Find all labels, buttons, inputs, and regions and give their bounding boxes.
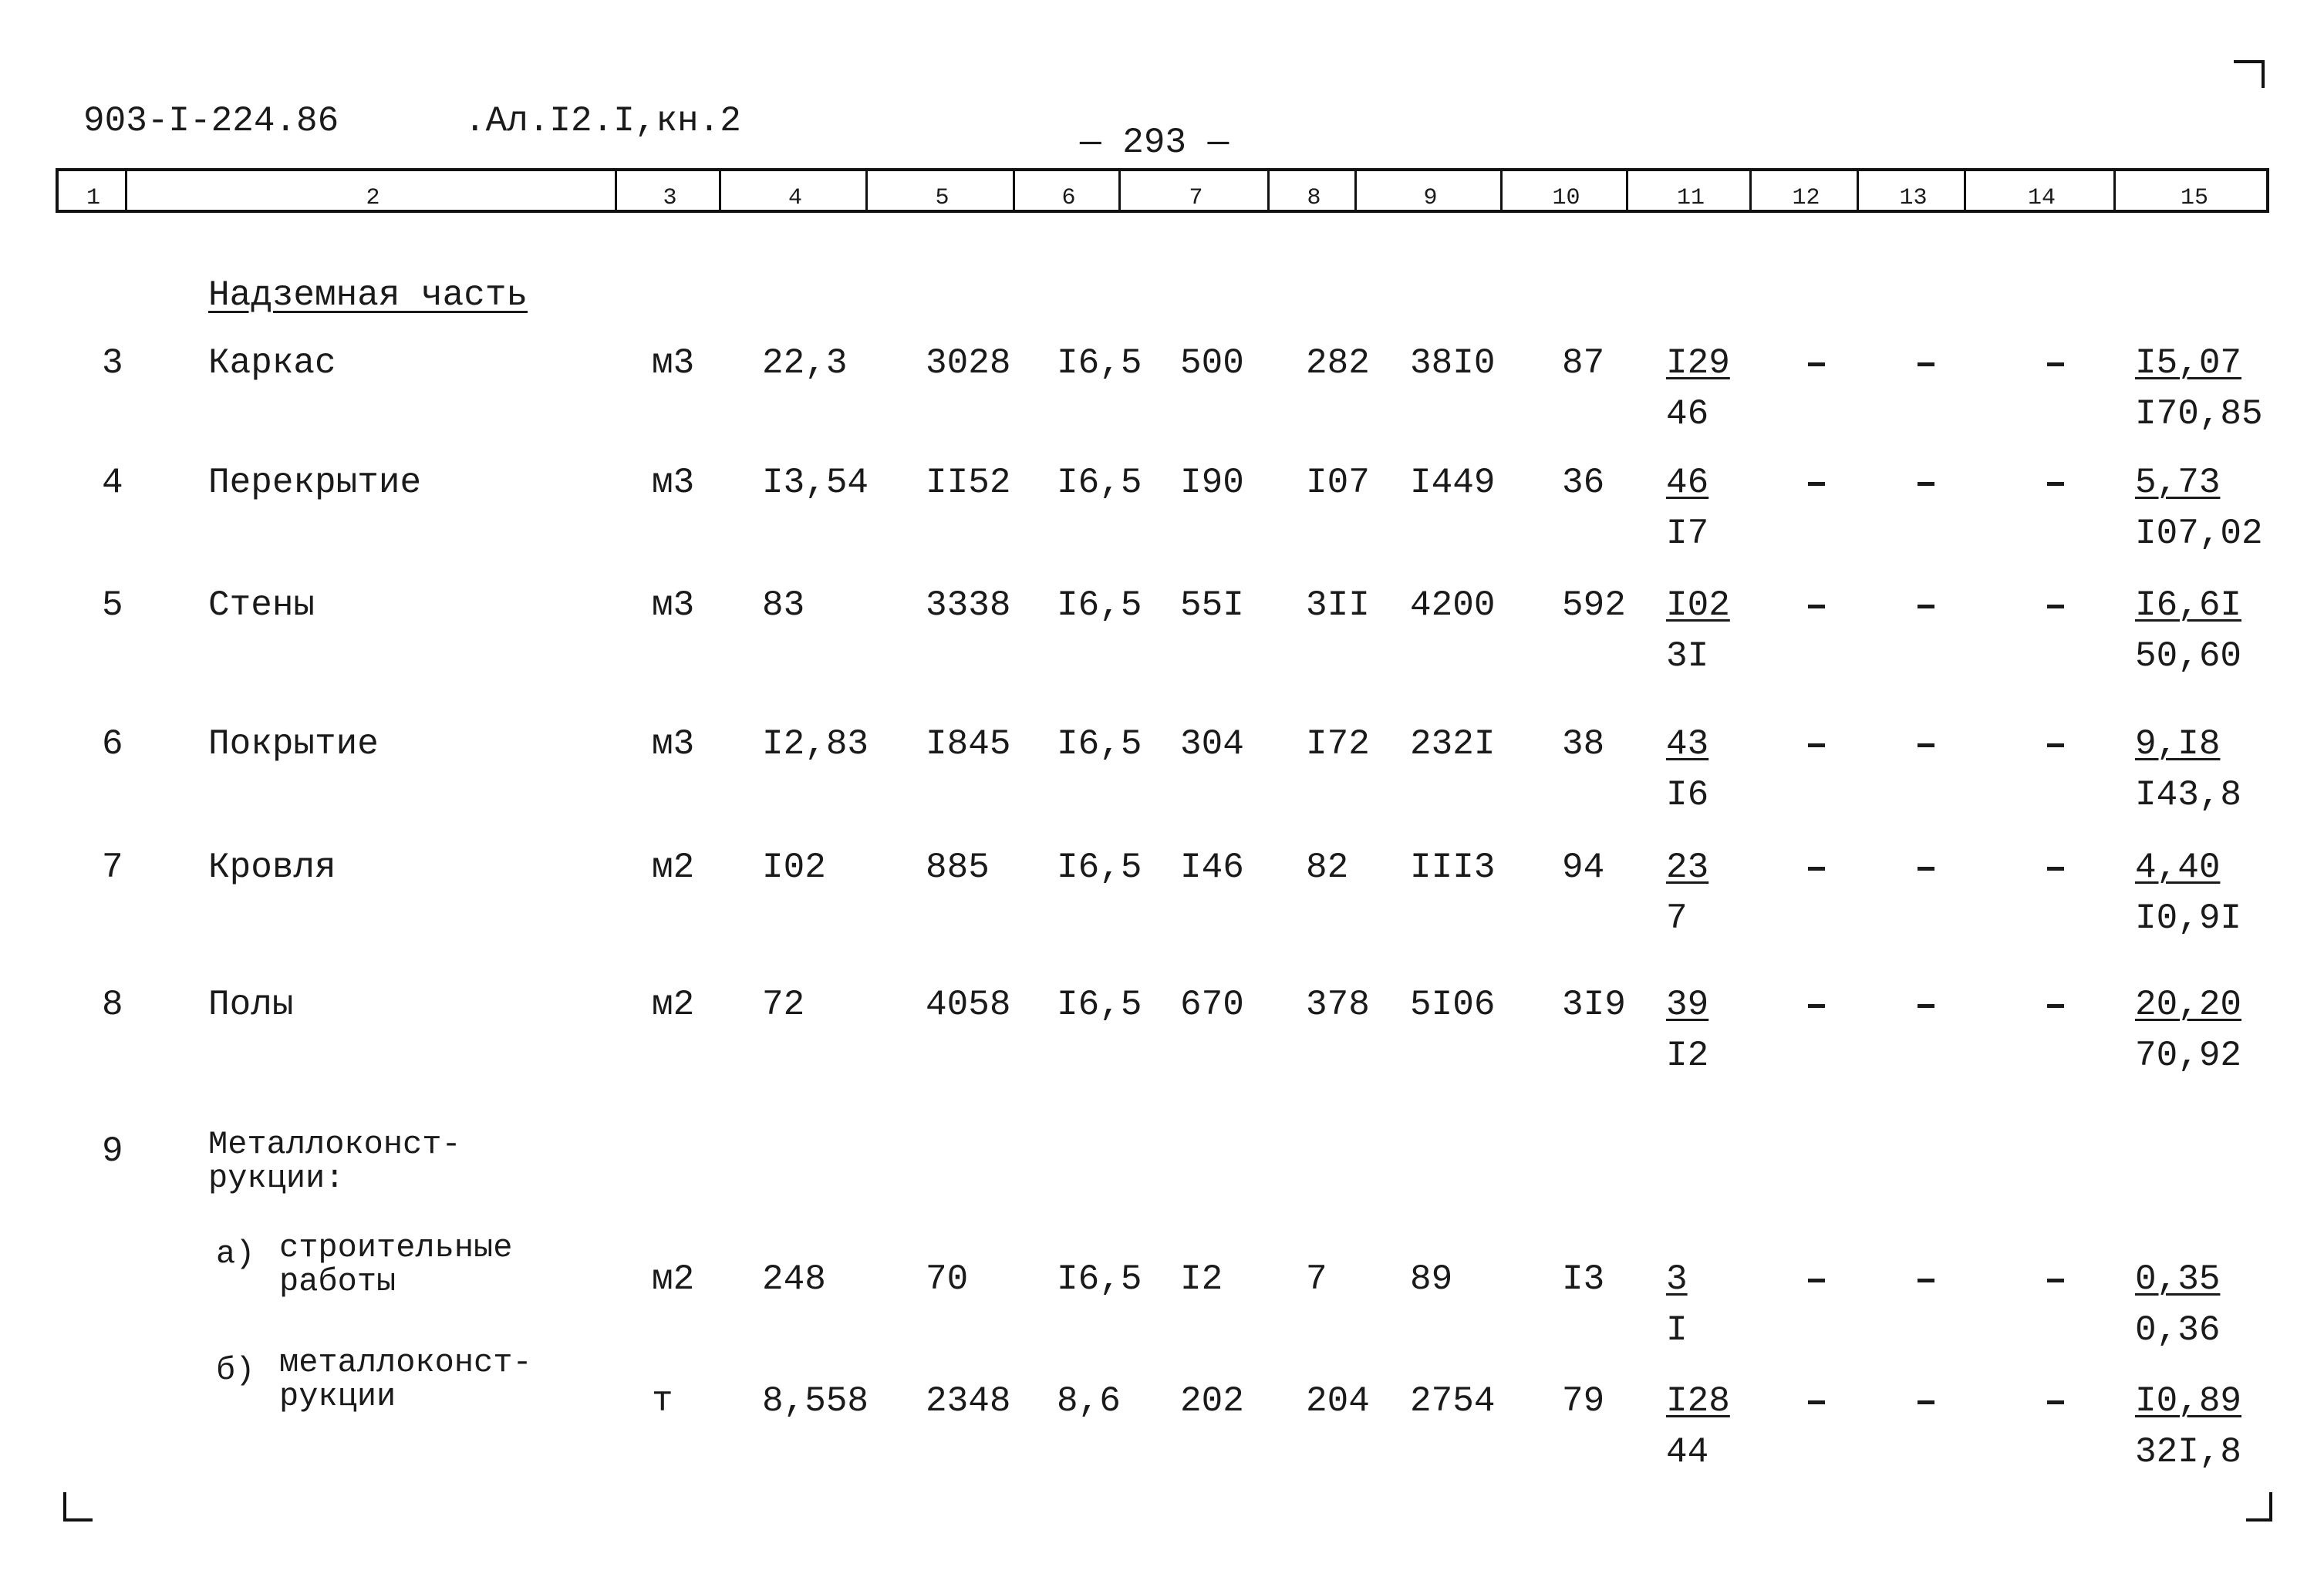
fraction-bottom-col15: 70,92 [2135,1036,2242,1076]
value-cell-4: I2,83 [762,724,869,764]
value-cell-7: 55I [1180,585,1244,625]
fraction-bottom-col11: I [1666,1310,1688,1350]
value-cell-6: I6,5 [1057,463,1142,503]
empty-value-dash [2047,605,2064,608]
value-cell-5: 3028 [926,343,1011,383]
column-number: 14 [2027,185,2056,211]
row-name: Кровля [208,848,336,888]
value-cell-6: I6,5 [1057,343,1142,383]
fraction-top-col15: 20,20 [2135,985,2242,1025]
fraction-bottom-col15: I70,85 [2135,394,2263,434]
unit-cell: м3 [652,463,695,503]
value-cell-7: 202 [1180,1381,1244,1421]
column-number: 4 [788,185,802,211]
fraction-bottom-col11: I2 [1666,1036,1709,1076]
empty-value-dash [1808,605,1825,608]
column-number: 2 [366,185,380,211]
column-number: 12 [1792,185,1820,211]
fraction-top-col11: 3 [1666,1259,1688,1299]
empty-value-dash [1808,362,1825,366]
unit-cell: м2 [652,1259,695,1299]
value-cell-8: I07 [1306,463,1370,503]
column-number: 9 [1423,185,1438,211]
value-cell-4: I3,54 [762,463,869,503]
row-name-line: рукции: [208,1160,345,1197]
empty-value-dash [1918,482,1934,486]
empty-value-dash [2047,1004,2064,1008]
fraction-bottom-col11: 44 [1666,1432,1709,1472]
value-cell-9: III3 [1410,848,1496,888]
fraction-top-col15: 4,40 [2135,848,2221,888]
fraction-bottom-col11: 46 [1666,394,1709,434]
empty-value-dash [1808,867,1825,871]
empty-value-dash [2047,743,2064,747]
value-cell-7: 500 [1180,343,1244,383]
row-number: 5 [102,585,123,625]
value-cell-10: 94 [1562,848,1605,888]
fraction-bottom-col15: I07,02 [2135,514,2263,554]
column-number-bar [56,168,2269,213]
fraction-top-col11: 23 [1666,848,1709,888]
value-cell-5: 3338 [926,585,1011,625]
column-number: 3 [663,185,677,211]
fraction-bottom-col15: I0,9I [2135,898,2242,939]
value-cell-6: I6,5 [1057,985,1142,1025]
value-cell-8: 282 [1306,343,1370,383]
row-number: 3 [102,343,123,383]
column-number: 15 [2180,185,2208,211]
value-cell-9: 4200 [1410,585,1496,625]
fraction-top-col11: I29 [1666,343,1730,383]
row-name: Полы [208,985,294,1025]
empty-value-dash [2047,362,2064,366]
value-cell-9: 89 [1410,1259,1453,1299]
unit-cell: м2 [652,985,695,1025]
value-cell-8: 7 [1306,1259,1327,1299]
column-number: 13 [1899,185,1928,211]
column-number: 11 [1676,185,1705,211]
value-cell-8: 378 [1306,985,1370,1025]
row-name: Каркас [208,343,336,383]
section-title: Надземная часть [208,275,528,315]
empty-value-dash [2047,482,2064,486]
value-cell-9: 38I0 [1410,343,1496,383]
value-cell-5: 2348 [926,1381,1011,1421]
value-cell-10: 592 [1562,585,1626,625]
unit-cell: м3 [652,343,695,383]
value-cell-8: 3II [1306,585,1370,625]
empty-value-dash [1808,1400,1825,1404]
empty-value-dash [2047,1279,2064,1282]
value-cell-4: 248 [762,1259,826,1299]
value-cell-5: II52 [926,463,1011,503]
value-cell-4: 8,558 [762,1381,869,1421]
sub-item-name-line: металлоконст- [279,1344,532,1381]
fraction-bottom-col11: 3I [1666,636,1709,676]
empty-value-dash [1918,1004,1934,1008]
column-number: 6 [1061,185,1076,211]
page-number: — 293 — [1080,123,1229,163]
value-cell-7: 304 [1180,724,1244,764]
sub-item-name-line: рукции [279,1378,396,1415]
value-cell-6: 8,6 [1057,1381,1121,1421]
row-name: Покрытие [208,724,379,764]
value-cell-5: 70 [926,1259,969,1299]
value-cell-9: 2754 [1410,1381,1496,1421]
sub-item-name-line: работы [279,1263,396,1300]
row-name-line: Металлоконст- [208,1126,461,1163]
value-cell-7: I90 [1180,463,1244,503]
fraction-top-col15: I0,89 [2135,1381,2242,1421]
empty-value-dash [1808,1279,1825,1282]
fraction-bottom-col15: 32I,8 [2135,1432,2242,1472]
row-number: 9 [102,1131,123,1171]
row-name: Стены [208,585,315,625]
value-cell-10: I3 [1562,1259,1605,1299]
value-cell-4: 83 [762,585,805,625]
value-cell-7: I46 [1180,848,1244,888]
fraction-top-col11: 46 [1666,463,1709,503]
empty-value-dash [1918,1279,1934,1282]
fraction-top-col15: 9,I8 [2135,724,2221,764]
row-number: 6 [102,724,123,764]
fraction-bottom-col15: I43,8 [2135,775,2242,815]
value-cell-4: 22,3 [762,343,848,383]
fraction-top-col15: 5,73 [2135,463,2221,503]
value-cell-10: 38 [1562,724,1605,764]
fraction-top-col11: I28 [1666,1381,1730,1421]
value-cell-6: I6,5 [1057,724,1142,764]
corner-mark-top-right [2234,60,2265,88]
value-cell-8: 82 [1306,848,1349,888]
column-number: 5 [935,185,950,211]
fraction-bottom-col15: 0,36 [2135,1310,2221,1350]
empty-value-dash [1918,867,1934,871]
value-cell-9: I449 [1410,463,1496,503]
column-number: 7 [1189,185,1203,211]
value-cell-7: 670 [1180,985,1244,1025]
empty-value-dash [1918,605,1934,608]
unit-cell: м3 [652,585,695,625]
empty-value-dash [2047,867,2064,871]
value-cell-9: 232I [1410,724,1496,764]
column-number: 10 [1552,185,1580,211]
row-number: 4 [102,463,123,503]
sub-item-marker: а) [216,1235,255,1272]
row-number: 7 [102,848,123,888]
value-cell-5: I845 [926,724,1011,764]
unit-cell: м3 [652,724,695,764]
value-cell-6: I6,5 [1057,1259,1142,1299]
fraction-top-col11: 39 [1666,985,1709,1025]
empty-value-dash [1918,743,1934,747]
unit-cell: т [652,1381,673,1421]
value-cell-6: I6,5 [1057,585,1142,625]
fraction-bottom-col11: I7 [1666,514,1709,554]
empty-value-dash [1918,362,1934,366]
value-cell-10: 79 [1562,1381,1605,1421]
value-cell-9: 5I06 [1410,985,1496,1025]
fraction-top-col15: I5,07 [2135,343,2242,383]
corner-mark-bottom-left [63,1492,93,1522]
album-reference: .Ал.I2.I,кн.2 [464,101,741,141]
value-cell-6: I6,5 [1057,848,1142,888]
fraction-top-col11: 43 [1666,724,1709,764]
sub-item-name-line: строительные [279,1229,513,1266]
document-code: 903-I-224.86 [83,101,339,141]
value-cell-5: 885 [926,848,990,888]
fraction-bottom-col15: 50,60 [2135,636,2242,676]
row-name: Перекрытие [208,463,422,503]
value-cell-4: 72 [762,985,805,1025]
empty-value-dash [1808,1004,1825,1008]
fraction-top-col11: I02 [1666,585,1730,625]
value-cell-8: I72 [1306,724,1370,764]
value-cell-5: 4058 [926,985,1011,1025]
value-cell-10: 87 [1562,343,1605,383]
empty-value-dash [1918,1400,1934,1404]
sub-item-marker: б) [216,1352,255,1389]
value-cell-7: I2 [1180,1259,1223,1299]
row-number: 8 [102,985,123,1025]
empty-value-dash [1808,743,1825,747]
value-cell-10: 3I9 [1562,985,1626,1025]
empty-value-dash [1808,482,1825,486]
value-cell-10: 36 [1562,463,1605,503]
column-number: 1 [86,185,100,211]
unit-cell: м2 [652,848,695,888]
fraction-top-col15: I6,6I [2135,585,2242,625]
corner-mark-bottom-right [2246,1492,2272,1522]
fraction-bottom-col11: I6 [1666,775,1709,815]
fraction-bottom-col11: 7 [1666,898,1688,939]
value-cell-8: 204 [1306,1381,1370,1421]
fraction-top-col15: 0,35 [2135,1259,2221,1299]
empty-value-dash [2047,1400,2064,1404]
column-number: 8 [1307,185,1321,211]
value-cell-4: I02 [762,848,826,888]
